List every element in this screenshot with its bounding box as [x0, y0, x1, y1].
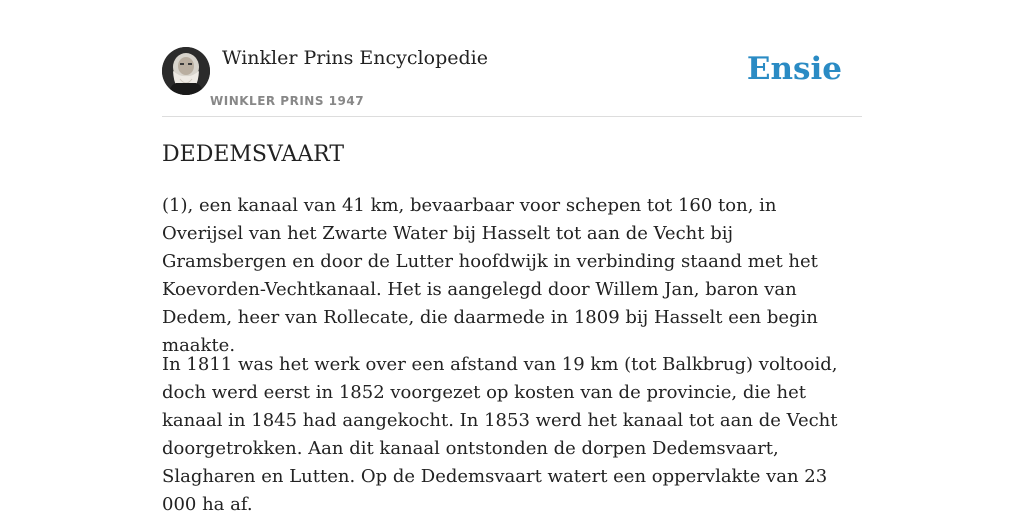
page-container	[162, 0, 862, 515]
article-paragraph-1: (1), een kanaal van 41 km, bevaarbaar voor schepen tot 160 ton, in Overijsel van het Zwarte Water bij Hasselt tot aan de Vecht bij Gramsbergen en door de Lutter hoofdwijk in verbinding staand met het Koevorden-Vechtkanaal. Het is aangelegd door Willem Jan, baron van Dedem, heer van Rollecate, die daarmede in 1809 bij Hasselt een begin maakte.	[162, 195, 818, 356]
article-title: DEDEMSVAART	[162, 142, 345, 167]
header	[162, 0, 862, 117]
site-title[interactable]: Winkler Prins Encyclopedie	[222, 47, 488, 69]
site-subtitle[interactable]: WINKLER PRINS 1947	[210, 94, 365, 108]
article-paragraph-2: In 1811 was het werk over een afstand van 19 km (tot Balkbrug) voltooid, doch werd eerst in 1852 voorgezet op kosten van de provincie, die het kanaal in 1845 had aangekocht. In 1853 werd het kanaal tot aan de Vecht doorgetrokken. Aan dit kanaal ontstonden de dorpen Dedemsvaart, Slagharen en Lutten. Op de Dedemsvaart watert een oppervlakte van 23 000 ha af.	[162, 354, 838, 515]
bearded-man-portrait-icon[interactable]	[162, 47, 210, 95]
brand-logo[interactable]: Ensie	[746, 51, 842, 87]
